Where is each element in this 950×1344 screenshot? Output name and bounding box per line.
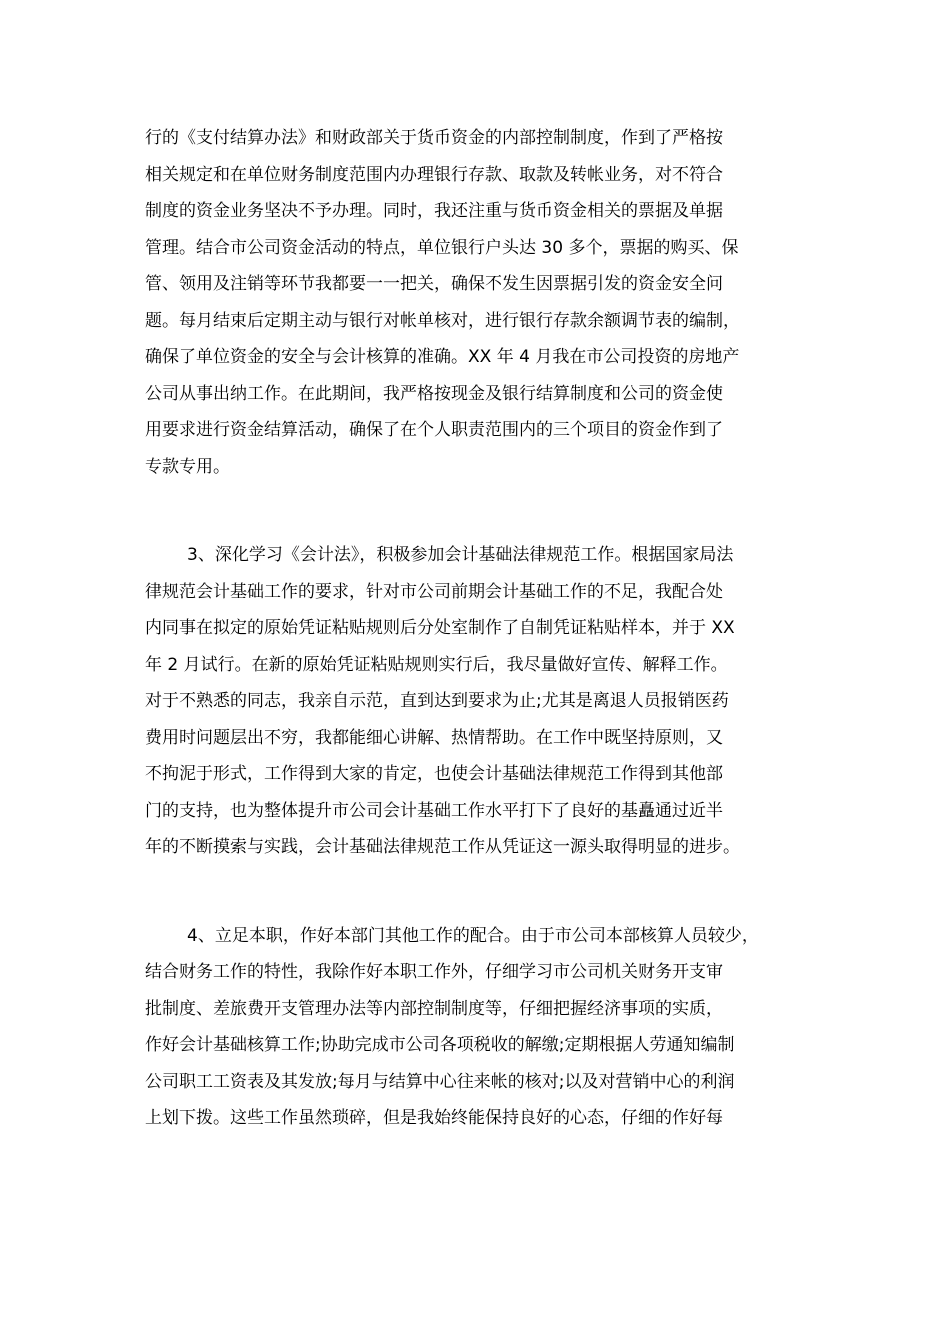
paragraph-spacer <box>145 866 810 918</box>
text-line: 费用时问题层出不穷，我都能细心讲解、热情帮助。在工作中既坚持原则，又 <box>145 727 723 748</box>
text-line: 公司从事出纳工作。在此期间，我严格按现金及银行结算制度和公司的资金使 <box>145 383 723 404</box>
paragraph-2 <box>145 537 810 866</box>
text-line: 专款专用。 <box>145 456 230 477</box>
text-line: 批制度、差旅费开支管理办法等内部控制制度等，仔细把握经济事项的实质， <box>145 998 723 1019</box>
text-line: 确保了单位资金的安全与会计核算的准确。XX 年 4 月我在市公司投资的房地产 <box>145 347 740 367</box>
paragraph-1 <box>145 120 810 485</box>
text-line: 律规范会计基础工作的要求，针对市公司前期会计基础工作的不足，我配合处 <box>145 581 723 602</box>
text-line: 制度的资金业务坚决不予办理。同时，我还注重与货币资金相关的票据及单据 <box>145 201 723 221</box>
text-line: 年的不断摸索与实践，会计基础法律规范工作从凭证这一源头取得明显的进步。 <box>145 837 740 857</box>
text-line: 门的支持，也为整体提升市公司会计基础工作水平打下了良好的基矗通过近半 <box>145 800 723 821</box>
paragraph-spacer <box>145 485 810 537</box>
text-line: 公司职工工资表及其发放;每月与结算中心往来帐的核对;以及对营销中心的利润 <box>145 1071 735 1092</box>
text-line: 年 2 月试行。在新的原始凭证粘贴规则实行后，我尽量做好宣传、解释工作。 <box>145 654 728 675</box>
text-line: 相关规定和在单位财务制度范围内办理银行存款、取款及转帐业务，对不符合 <box>145 164 723 185</box>
text-line: 结合财务工作的特性，我除作好本职工作外，仔细学习市公司机关财务开支审 <box>145 962 723 982</box>
text-line: 管理。结合市公司资金活动的特点，单位银行户头达 30 多个，票据的购买、保 <box>145 237 739 258</box>
text-line: 不拘泥于形式，工作得到大家的肯定，也使会计基础法律规范工作得到其他部 <box>145 764 723 784</box>
text-line: 上划下拨。这些工作虽然琐碎，但是我始终能保持良好的心态，仔细的作好每 <box>145 1108 723 1128</box>
text-line: 作好会计基础核算工作;协助完成市公司各项税收的解缴;定期根据人劳通知编制 <box>145 1035 735 1055</box>
text-line: 对于不熟悉的同志，我亲自示范，直到达到要求为止;尤其是离退人员报销医药 <box>145 691 729 711</box>
text-line: 管、领用及注销等环节我都要一一把关，确保不发生因票据引发的资金安全问 <box>145 274 723 294</box>
text-line: 3、深化学习《会计法》，积极参加会计基础法律规范工作。根据国家局法 <box>187 545 734 565</box>
paragraph-3 <box>145 918 810 1137</box>
text-line: 内同事在拟定的原始凭证粘贴规则后分处室制作了自制凭证粘贴样本，并于 XX <box>145 618 735 638</box>
document-body <box>145 120 810 1137</box>
text-line: 用要求进行资金结算活动，确保了在个人职责范围内的三个项目的资金作到了 <box>145 420 723 440</box>
text-line: 4、立足本职，作好本部门其他工作的配合。由于市公司本部核算人员较少， <box>187 925 759 946</box>
text-line: 题。每月结束后定期主动与银行对帐单核对，进行银行存款余额调节表的编制， <box>145 310 740 331</box>
text-line: 行的《支付结算办法》和财政部关于货币资金的内部控制制度，作到了严格按 <box>145 128 723 148</box>
